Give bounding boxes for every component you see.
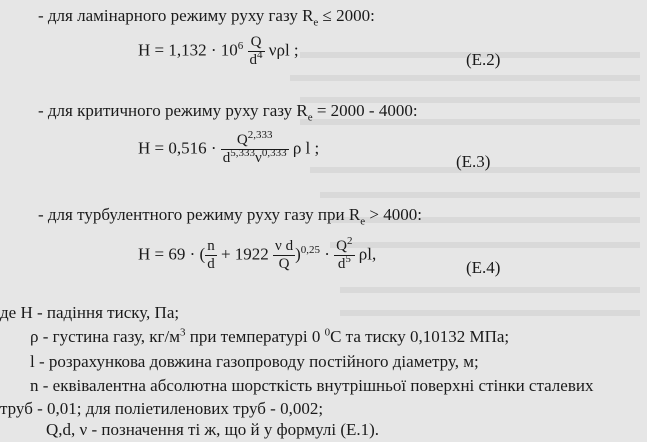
turbulent-heading: - для турбулентного режиму руху газу при $R_e > 4000$: — [38, 205, 422, 228]
def-n-cont: труб - 0,01; для поліетиленових труб - 0,002; — [0, 399, 324, 418]
fraction-q-d4: $\frac{Q}{d^4}$ — [249, 34, 263, 68]
laminar-text: - для ламінарного режиму руху газу R — [38, 6, 314, 25]
def-rho-a: ρ - густина газу, кг/м — [30, 327, 180, 346]
def-rho-b: при температурі 0 — [185, 327, 325, 346]
def-qdv: Q,d, ν - позначення ті ж, що й у формулі (Е.1). — [46, 420, 380, 439]
critical-condition: = 2000 - 4000: — [316, 101, 418, 120]
def-n: n - еквівалентна абсолютна шорсткість внутрішньої поверхні стінки сталевих — [30, 376, 594, 395]
formula-e2: $H = 1,132 \cdot 10^6$ $\frac{Q}{d^4}$ νρl ; — [138, 34, 299, 68]
fraction-q2333: $\frac{Q^{2,333}}{d^{5,333}\nu^{0,333}}$ — [222, 129, 287, 166]
where-h: де H - падіння тиску, Па; — [0, 303, 180, 322]
def-rho: ρ - густина газу, $кг/м^3$ при температурі 0 $^0$С та тиску 0,10132 МПа; — [30, 326, 510, 346]
eq-number-e4: (Е.4) — [466, 258, 501, 277]
turbulent-text: - для турбулентного режиму руху газу при R — [38, 205, 361, 224]
eq-number-e2: (Е.2) — [466, 50, 501, 69]
def-l: l - розрахункова довжина газопроводу постійного діаметру, м; — [30, 352, 479, 371]
formula-e3: H = 0,516 · $\frac{Q^{2,333}}{d^{5,333}\nu^{0,333}}$ ρ l ; — [138, 129, 320, 166]
critical-text: - для критичного режиму руху газу R — [38, 101, 308, 120]
def-rho-c: С та тиску 0,10132 МПа; — [330, 327, 510, 346]
fraction-q2-d5: $\frac{Q^2}{d^5}$ — [336, 235, 353, 272]
fraction-n-d: $\frac{n}{d}$ — [207, 238, 215, 272]
critical-heading: - для критичного режиму руху газу $R_e = 2000 - 4000$: — [38, 101, 418, 124]
fraction-vd-q: $\frac{\text{ν d}}{Q}$ — [275, 238, 294, 272]
laminar-heading: - для ламінарного режиму руху газу $R_e \le 2000$: — [38, 6, 375, 29]
laminar-condition: ≤ 2000: — [322, 6, 375, 25]
turbulent-condition: > 4000: — [369, 205, 422, 224]
formula-e4: H = 69 · ( $\frac{n}{d}$ + 1922 $\frac{\text{ν d}}{Q}$ )$^{0,25}$ · $\frac{Q^2}{d^5}$ ρl, — [138, 235, 377, 272]
eq-number-e3: (Е.3) — [456, 152, 491, 171]
